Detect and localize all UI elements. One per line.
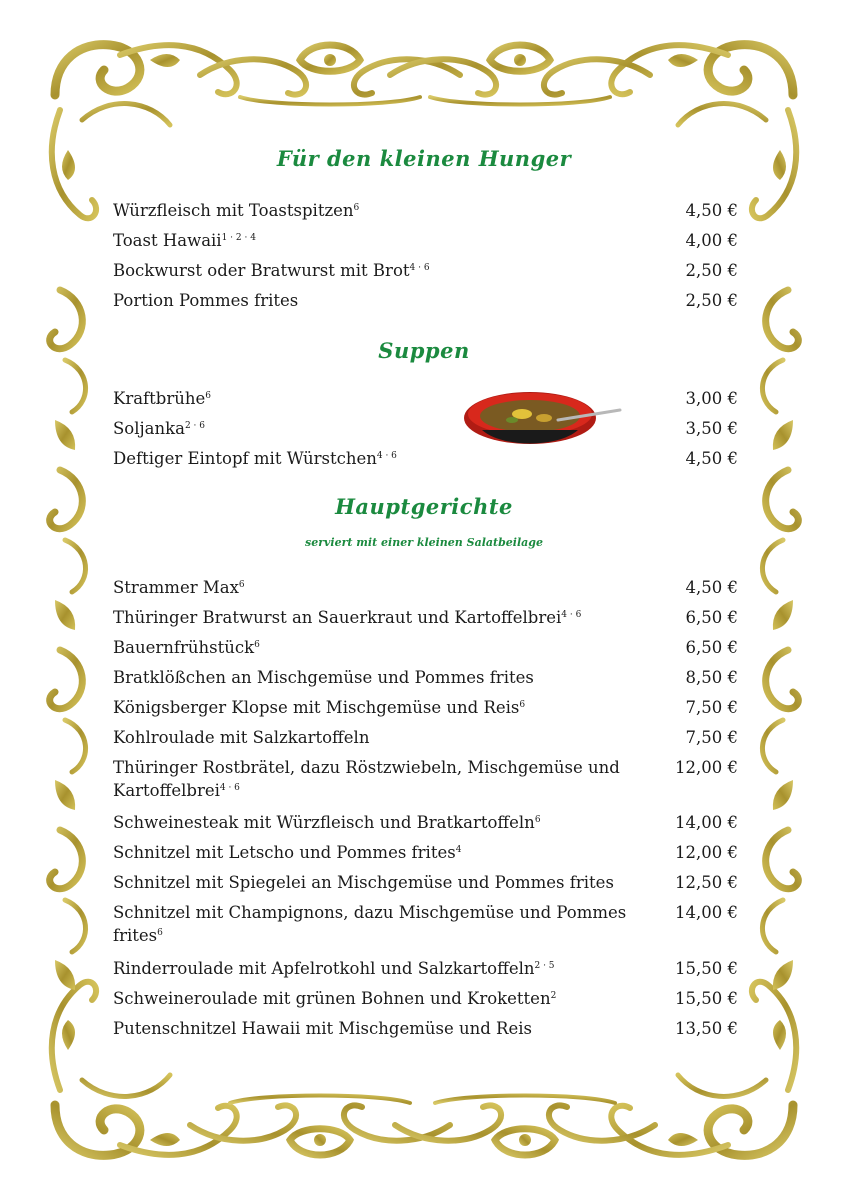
menu-item: Deftiger Eintopf mit Würstchen$^{4 \cdot 6}$ 4,50 € <box>113 449 738 468</box>
section-title: Für den kleinen Hunger <box>276 146 572 171</box>
menu-item: Bockwurst oder Bratwurst mit Brot$^{4 \cdot 6}$ 2,50 € <box>113 261 738 280</box>
menu-item-price: 14,00 € <box>675 813 738 832</box>
menu-item: Bratklößchen an Mischgemüse und Pommes frites 8,50 € <box>113 668 738 687</box>
menu-item: Schnitzel mit Spiegelei an Mischgemüse und Pommes frites 12,50 € <box>113 873 738 892</box>
section-title: Hauptgerichte <box>335 494 513 519</box>
menu-item: Strammer Max$^6$ 4,50 € <box>113 578 738 597</box>
menu-item-price: 14,00 € <box>675 903 738 922</box>
menu-item: Rinderroulade mit Apfelrotkohl und Salzkartoffeln$^{2 \cdot 5}$ 15,50 € <box>113 959 738 978</box>
menu-item-price: 3,50 € <box>685 419 738 438</box>
menu-item-price: 2,50 € <box>685 291 738 310</box>
menu-item-price: 4,50 € <box>685 201 738 220</box>
menu-item: Schnitzel mit Champignons, dazu Mischgemüse und Pommes frites$^6$ 14,00 € <box>113 903 738 945</box>
menu-item: Putenschnitzel Hawaii mit Mischgemüse und Reis 13,50 € <box>113 1019 738 1038</box>
menu-item-price: 4,00 € <box>685 231 738 250</box>
menu-item: Toast Hawaii$^{1 \cdot 2 \cdot 4}$ 4,00 € <box>113 231 738 250</box>
menu-item-price: 15,50 € <box>675 959 738 978</box>
menu-item: Königsberger Klopse mit Mischgemüse und Reis$^6$ 7,50 € <box>113 698 738 717</box>
menu-item-price: 6,50 € <box>685 608 738 627</box>
menu-item-price: 4,50 € <box>685 578 738 597</box>
menu-item: Schweineroulade mit grünen Bohnen und Kroketten$^2$ 15,50 € <box>113 989 738 1008</box>
menu-item-price: 12,00 € <box>675 843 738 862</box>
menu-item: Bauernfrühstück$^6$ 6,50 € <box>113 638 738 657</box>
menu-item-price: 4,50 € <box>685 449 738 468</box>
menu-item-price: 3,00 € <box>685 389 738 408</box>
menu-item: Kraftbrühe$^6$ 3,00 € <box>113 389 738 408</box>
menu-item-price: 7,50 € <box>685 698 738 717</box>
menu-item: Portion Pommes frites 2,50 € <box>113 291 738 310</box>
section-title: Suppen <box>378 338 470 363</box>
menu-item-price: 15,50 € <box>675 989 738 1008</box>
menu-item: Soljanka$^{2 \cdot 6}$ 3,50 € <box>113 419 738 438</box>
menu-item-price: 7,50 € <box>685 728 738 747</box>
menu-item-price: 8,50 € <box>685 668 738 687</box>
menu-item-price: 13,50 € <box>675 1019 738 1038</box>
menu-item: Würzfleisch mit Toastspitzen$^6$ 4,50 € <box>113 201 738 220</box>
menu-item: Schnitzel mit Letscho und Pommes frites$^4$ 12,00 € <box>113 843 738 862</box>
menu-item: Thüringer Bratwurst an Sauerkraut und Kartoffelbrei$^{4 \cdot 6}$ 6,50 € <box>113 608 738 627</box>
menu-item: Kohlroulade mit Salzkartoffeln 7,50 € <box>113 728 738 747</box>
menu-item: Schweinesteak mit Würzfleisch und Bratkartoffeln$^6$ 14,00 € <box>113 813 738 832</box>
section-subtitle: serviert mit einer kleinen Salatbeilage <box>305 536 543 549</box>
menu-item: Thüringer Rostbrätel, dazu Röstzwiebeln, Mischgemüse und Kartoffelbrei$^{4 \cdot 6}$ 12,00 € <box>113 758 738 800</box>
menu-item-price: 12,00 € <box>675 758 738 777</box>
menu-item-price: 2,50 € <box>685 261 738 280</box>
menu-item-price: 12,50 € <box>675 873 738 892</box>
menu-item-price: 6,50 € <box>685 638 738 657</box>
